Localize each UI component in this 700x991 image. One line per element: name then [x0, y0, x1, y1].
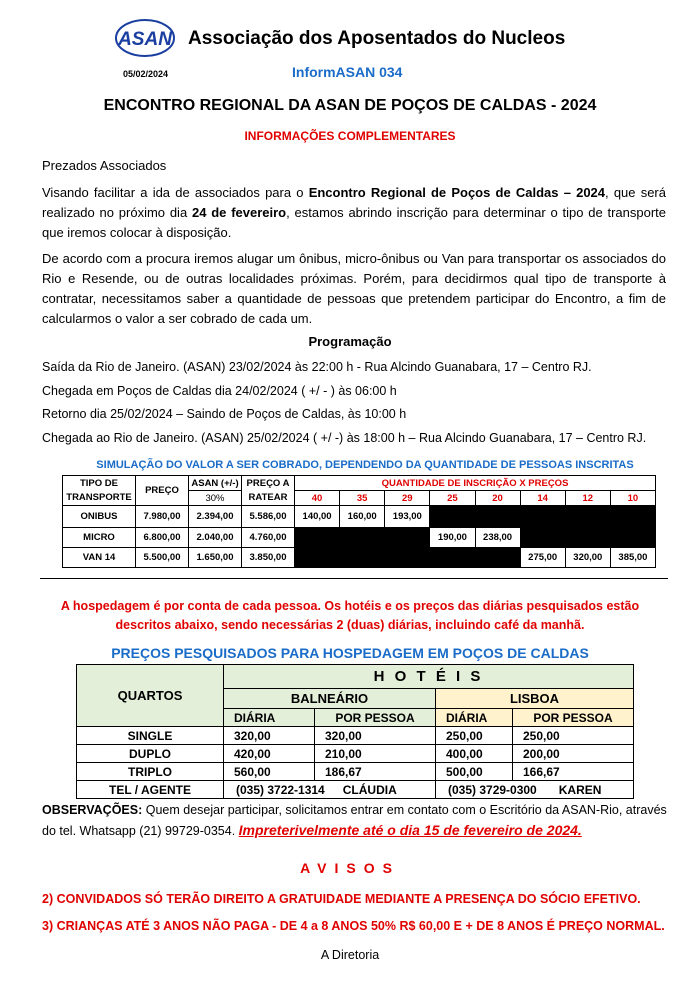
table-cell: 2.394,00	[189, 506, 242, 528]
room-type: SINGLE	[77, 727, 224, 745]
blocked-cell	[565, 528, 610, 548]
avisos-title: AVISOS	[300, 860, 400, 876]
blocked-cell	[610, 528, 655, 548]
header-cell: QUANTIDADE DE INSCRIÇÃO X PREÇOS	[295, 476, 656, 491]
blocked-cell	[520, 506, 565, 528]
row-label: VAN 14	[63, 548, 136, 568]
qty-cell: 35	[340, 491, 385, 506]
hoteis-header: H O T É I S	[224, 665, 634, 689]
header-cell: TRANSPORTE	[63, 491, 136, 506]
table-cell: 186,67	[315, 763, 436, 781]
header-cell: ASAN (+/-)	[189, 476, 242, 491]
table-cell: 210,00	[315, 745, 436, 763]
aviso-item: 3) CRIANÇAS ATÉ 3 ANOS NÃO PAGA - DE 4 a 8 ANOS 50% R$ 60,00 E + DE 8 ANOS É PREÇO NORMAL.	[42, 919, 665, 933]
aviso-item: 2) CONVIDADOS SÓ TERÃO DIREITO A GRATUIDADE MEDIANTE A PRESENÇA DO SÓCIO EFETIVO.	[42, 892, 641, 906]
signature: A Diretoria	[320, 948, 380, 962]
table-cell: 4.760,00	[242, 528, 295, 548]
blocked-cell	[430, 506, 475, 528]
table-cell: 320,00	[565, 548, 610, 568]
table-cell: 190,00	[430, 528, 475, 548]
subtitle: INFORMAÇÕES COMPLEMENTARES	[244, 129, 456, 143]
col-header: POR PESSOA	[315, 709, 436, 727]
header-cell: PREÇO A	[242, 476, 295, 491]
blocked-cell	[520, 528, 565, 548]
table-cell: 250,00	[513, 727, 634, 745]
paragraph-1: Visando facilitar a ida de associados para o Encontro Regional de Poços de Caldas – 2024, que será realizado no próximo dia 24 de fevereiro, estamos abrindo inscrição para determinar o tipo de transporte que iremos colocar à disposição.	[42, 185, 667, 240]
blocked-cell	[385, 528, 430, 548]
table-cell: 400,00	[436, 745, 513, 763]
table-cell: 320,00	[224, 727, 315, 745]
table-cell: 7.980,00	[136, 506, 189, 528]
table-cell: 250,00	[436, 727, 513, 745]
date: 05/02/2024	[123, 69, 169, 79]
asan-logo	[115, 18, 175, 58]
quartos-header: QUARTOS	[77, 665, 224, 727]
hotel-contact: (035) 3729-0300 KAREN	[436, 781, 634, 799]
hotels-table	[76, 664, 634, 799]
blocked-cell	[475, 506, 520, 528]
hospedagem-note: A hospedagem é por conta de cada pessoa. Os hotéis e os preços das diárias pesquisados estão descritos abaixo, sendo necessárias 2 (duas) diárias, incluindo café da manhã.	[60, 599, 640, 632]
table-cell: 160,00	[340, 506, 385, 528]
table-cell: 385,00	[610, 548, 655, 568]
org-title: Associação dos Aposentados do Nucleos	[188, 28, 566, 49]
table-cell: 193,00	[385, 506, 430, 528]
table-cell: 275,00	[520, 548, 565, 568]
table-cell: 166,67	[513, 763, 634, 781]
prog-line: Chegada ao Rio de Janeiro. (ASAN) 25/02/2024 ( +/ -) às 18:00 h – Rua Alcindo Guanabara, 17 – Centro RJ.	[42, 431, 647, 445]
prog-line: Chegada em Poços de Caldas dia 24/02/2024 ( +/ - ) às 06:00 h	[42, 384, 397, 398]
simulation-table	[62, 475, 656, 568]
blocked-cell	[340, 548, 385, 568]
col-header: DIÁRIA	[436, 709, 513, 727]
blocked-cell	[295, 548, 340, 568]
blocked-cell	[475, 548, 520, 568]
programacao-title: Programação	[308, 334, 392, 349]
col-header: POR PESSOA	[513, 709, 634, 727]
table-cell: 140,00	[295, 506, 340, 528]
row-label: MICRO	[63, 528, 136, 548]
qty-cell: 12	[565, 491, 610, 506]
blocked-cell	[295, 528, 340, 548]
blocked-cell	[430, 548, 475, 568]
tel-agent-label: TEL / AGENTE	[77, 781, 224, 799]
svg-text:ASAN: ASAN	[118, 29, 172, 50]
blocked-cell	[610, 506, 655, 528]
blocked-cell	[565, 506, 610, 528]
header-cell: 30%	[189, 491, 242, 506]
row-label: ONIBUS	[63, 506, 136, 528]
observacoes: OBSERVAÇÕES: Quem desejar participar, solicitamos entrar em contato com o Escritório da ASAN-Rio, através do tel. Whatsapp (21) 99729-0354. Impreterivelmente até o dia 15 de fevereiro de 2024.	[42, 803, 667, 838]
qty-cell: 20	[475, 491, 520, 506]
table-cell: 5.586,00	[242, 506, 295, 528]
blocked-cell	[340, 528, 385, 548]
qty-cell: 10	[610, 491, 655, 506]
table-cell: 200,00	[513, 745, 634, 763]
qty-cell: 29	[385, 491, 430, 506]
table-cell: 500,00	[436, 763, 513, 781]
table-cell: 320,00	[315, 727, 436, 745]
inform-number: InformASAN 034	[292, 64, 403, 80]
greeting: Prezados Associados	[42, 158, 167, 173]
table-cell: 560,00	[224, 763, 315, 781]
table-cell: 1.650,00	[189, 548, 242, 568]
header-cell: TIPO DE	[63, 476, 136, 491]
qty-cell: 40	[295, 491, 340, 506]
hotel-name: LISBOA	[436, 689, 634, 709]
table-cell: 420,00	[224, 745, 315, 763]
page-title: ENCONTRO REGIONAL DA ASAN DE POÇOS DE CALDAS - 2024	[103, 97, 597, 114]
qty-cell: 25	[430, 491, 475, 506]
header-cell: RATEAR	[242, 491, 295, 506]
simulation-title: SIMULAÇÃO DO VALOR A SER COBRADO, DEPENDENDO DA QUANTIDADE DE PESSOAS INSCRITAS	[96, 459, 634, 471]
paragraph-2: De acordo com a procura iremos alugar um ônibus, micro-ônibus ou Van para transportar os associados do Rio e Resende, ou de outras localidades próximas. Porém, para decidirmos qual tipo de transporte à contratar, necessitamos saber a quantidade de pessoas que pretendem participar do Encontro, a fim de calcularmos o valor a ser cobrado de cada um.	[42, 251, 666, 326]
blocked-cell	[385, 548, 430, 568]
table-cell: 2.040,00	[189, 528, 242, 548]
room-type: DUPLO	[77, 745, 224, 763]
qty-cell: 14	[520, 491, 565, 506]
table-cell: 5.500,00	[136, 548, 189, 568]
hotels-title: PREÇOS PESQUISADOS PARA HOSPEDAGEM EM POÇOS DE CALDAS	[111, 645, 589, 661]
divider	[40, 578, 668, 579]
hotel-contact: (035) 3722-1314 CLÁUDIA	[224, 781, 436, 799]
table-cell: 238,00	[475, 528, 520, 548]
prog-line: Retorno dia 25/02/2024 – Saindo de Poços de Caldas, às 10:00 h	[42, 407, 407, 421]
col-header: DIÁRIA	[224, 709, 315, 727]
room-type: TRIPLO	[77, 763, 224, 781]
table-cell: 6.800,00	[136, 528, 189, 548]
table-cell: 3.850,00	[242, 548, 295, 568]
prog-line: Saída da Rio de Janeiro. (ASAN) 23/02/2024 às 22:00 h - Rua Alcindo Guanabara, 17 – Centro RJ.	[42, 360, 592, 374]
header-cell: PREÇO	[136, 476, 189, 506]
hotel-name: BALNEÁRIO	[224, 689, 436, 709]
